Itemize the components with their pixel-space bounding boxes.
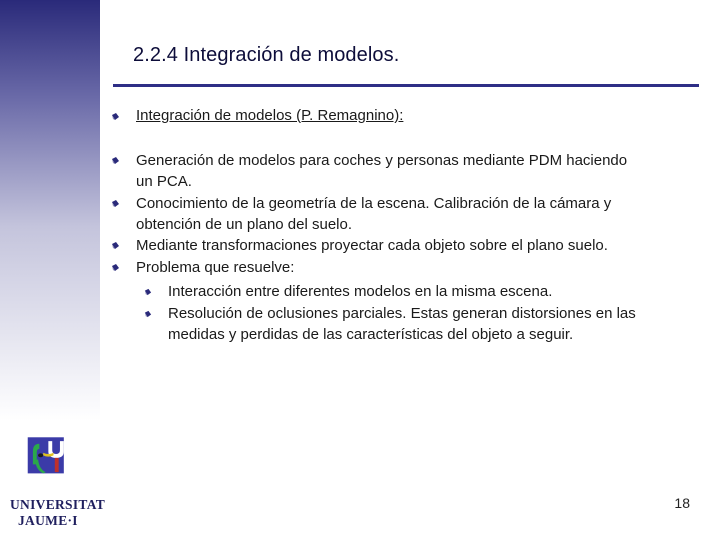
bullet-icon [111,112,120,121]
sub-bullet-item-1: Interacción entre diferentes modelos en la misma escena. [168,283,553,300]
page-number: 18 [674,495,690,511]
sub-bullet-item-2-line2: medidas y perdidas de las características del objeto a seguir. [168,326,574,343]
bullet-item-3-line1: Conocimiento de la geometría de la escena. Calibración de la cámara y [136,195,612,212]
university-name-line2: JAUME·I [18,513,78,528]
bullet-item-1: Integración de modelos (P. Remagnino): [136,107,404,124]
bullet-icon [111,199,120,208]
university-name-line1: UNIVERSITAT [10,497,106,512]
sub-bullet-item-2-line1: Resolución de oclusiones parciales. Estas generan distorsiones en las [168,305,636,322]
bullet-icon [111,263,120,272]
university-name [10,497,105,529]
university-logo-icon [14,436,84,494]
bullet-item-3-line2: obtención de un plano del suelo. [136,216,353,233]
bullet-item-2-line2: un PCA. [136,173,192,190]
slide-title: 2.2.4 Integración de modelos. [133,44,400,66]
bullet-item-2-line1: Generación de modelos para coches y personas mediante PDM haciendo [136,152,628,169]
bullet-item-4: Mediante transformaciones proyectar cada objeto sobre el plano suelo. [136,237,608,254]
bullet-icon [111,156,120,165]
sub-bullet-icon [144,288,152,296]
bullet-item-5: Problema que resuelve: [136,259,295,276]
sub-bullet-icon [144,310,152,318]
bullet-icon [111,241,120,250]
